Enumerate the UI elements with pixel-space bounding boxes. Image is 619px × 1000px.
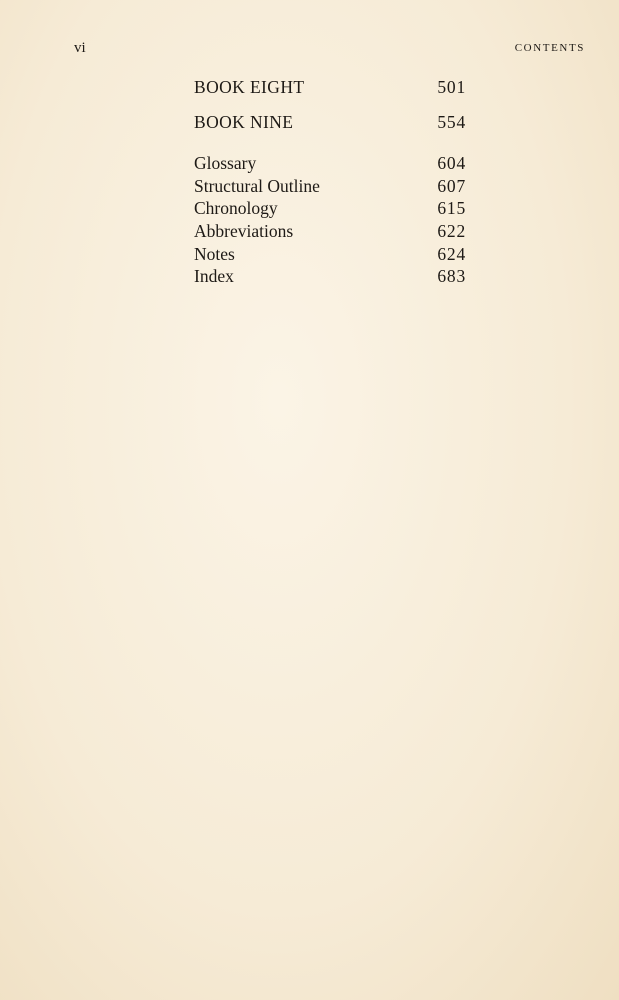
toc-entry-label: Structural Outline — [194, 175, 320, 196]
toc-entry-page: 501 — [437, 77, 466, 97]
running-head-title: CONTENTS — [514, 42, 585, 54]
toc-entry-page: 554 — [437, 111, 466, 132]
toc-entry-page: 683 — [437, 266, 466, 287]
toc-entry-abbreviations — [194, 220, 466, 243]
toc-entry-page: 615 — [437, 198, 466, 219]
toc-entry-chronology — [194, 197, 466, 220]
spacer — [194, 99, 466, 111]
toc-entry-book-nine — [194, 111, 466, 134]
toc-entry-label: Abbreviations — [194, 220, 294, 241]
table-of-contents — [194, 76, 466, 288]
spacer — [194, 133, 466, 152]
toc-entry-index — [194, 265, 466, 288]
running-head — [74, 40, 585, 60]
toc-entry-label: Glossary — [194, 153, 257, 174]
toc-entry-label: Chronology — [194, 198, 278, 219]
toc-entry-page: 604 — [437, 153, 466, 174]
toc-entry-page: 607 — [437, 175, 466, 196]
toc-entry-glossary — [194, 152, 466, 175]
toc-entry-label: BOOK EIGHT — [194, 77, 305, 97]
toc-entry-label: Index — [194, 266, 234, 287]
toc-entry-structural-outline — [194, 175, 466, 198]
toc-entry-label: Notes — [194, 243, 235, 264]
toc-entry-page: 622 — [437, 220, 466, 241]
toc-entry-book-eight — [194, 76, 466, 99]
toc-entry-notes — [194, 243, 466, 266]
toc-entry-label: BOOK NINE — [194, 111, 294, 132]
toc-entry-page: 624 — [437, 243, 466, 264]
page-folio: vi — [74, 40, 86, 56]
